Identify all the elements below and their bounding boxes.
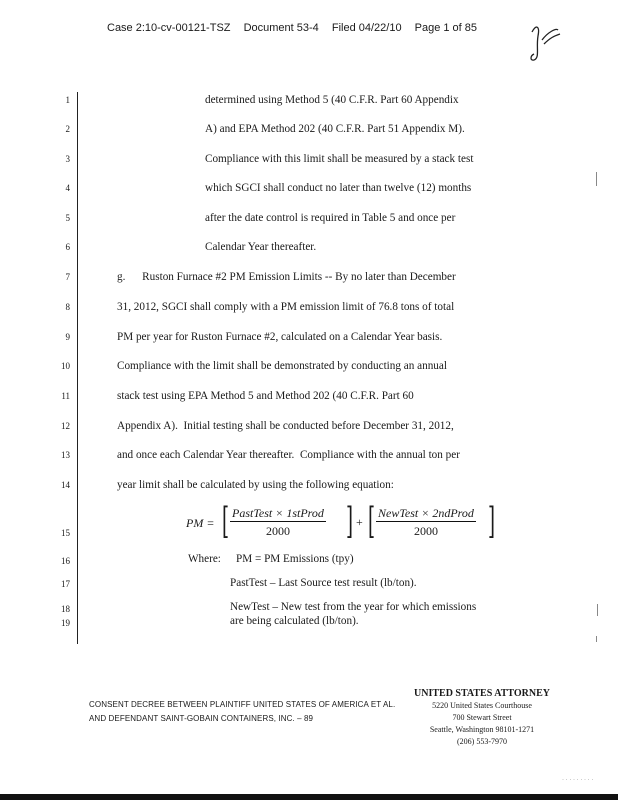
body-line: and once each Calendar Year thereafter. Compliance with the annual ton per	[117, 449, 460, 461]
line-number: 17	[61, 579, 70, 589]
line-number: 1	[65, 95, 70, 105]
body-line: 31, 2012, SGCI shall comply with a PM emission limit of 76.8 tons of total	[117, 301, 455, 313]
body-line: A) and EPA Method 202 (40 C.F.R. Part 51 Appendix M).	[205, 123, 465, 135]
footer-caption-line: CONSENT DECREE BETWEEN PLAINTIFF UNITED STATES OF AMERICA ET AL.	[89, 700, 396, 709]
where-label: Where:	[188, 553, 221, 565]
body-line: stack test using EPA Method 5 and Method 202 (40 C.F.R. Part 60	[117, 390, 414, 402]
line-number: 3	[65, 154, 70, 164]
handwritten-initials	[526, 18, 562, 64]
line-number: 7	[65, 272, 70, 282]
line-number: 2	[65, 124, 70, 134]
office-address-line: Seattle, Washington 98101-1271	[429, 725, 535, 734]
bracket-right: ]	[488, 501, 496, 542]
body-line: g. Ruston Furnace #2 PM Emission Limits -- By no later than December	[117, 271, 456, 283]
scan-edge-bar	[0, 794, 618, 800]
case-number: Case 2:10-cv-00121-TSZ	[107, 22, 231, 34]
scan-artifact: · · · · · · · · ·	[562, 777, 594, 783]
line-number: 19	[61, 618, 70, 628]
office-address-line: 700 Stewart Street	[452, 713, 512, 722]
fraction-new	[376, 506, 476, 539]
margin-rule	[77, 92, 78, 644]
bracket-right: ]	[346, 501, 354, 542]
fraction-past	[230, 506, 326, 539]
line-number: 11	[61, 391, 70, 401]
definition-pasttest: PastTest – Last Source test result (lb/ton).	[230, 577, 417, 589]
page-count: Page 1 of 85	[414, 22, 478, 34]
filed-date: Filed 04/22/10	[331, 22, 402, 34]
line-number: 8	[65, 302, 70, 312]
body-line: determined using Method 5 (40 C.F.R. Part 60 Appendix	[205, 94, 459, 106]
body-line: Compliance with the limit shall be demonstrated by conducting an annual	[117, 360, 447, 372]
document-number: Document 53-4	[243, 22, 319, 34]
definition-pm: PM = PM Emissions (tpy)	[236, 553, 354, 565]
body-line: after the date control is required in Table 5 and once per	[205, 212, 456, 224]
office-phone: (206) 553-7970	[457, 737, 507, 746]
scan-mark	[596, 172, 597, 186]
body-line: year limit shall be calculated by using the following equation:	[117, 479, 394, 491]
body-line: Appendix A). Initial testing shall be conducted before December 31, 2012,	[117, 420, 454, 432]
fraction-new-denominator: 2000	[413, 524, 438, 538]
bracket-left: [	[368, 501, 376, 542]
line-number: 14	[61, 480, 70, 490]
line-number: 16	[61, 556, 70, 566]
office-address-line: 5220 United States Courthouse	[432, 701, 532, 710]
scan-mark	[597, 604, 598, 616]
body-line: which SGCI shall conduct no later than twelve (12) months	[205, 182, 472, 194]
footer-caption-line: AND DEFENDANT SAINT-GOBAIN CONTAINERS, INC. – 89	[89, 714, 314, 723]
line-number: 9	[65, 332, 70, 342]
equation-lhs: PM =	[186, 516, 215, 530]
body-line: Calendar Year thereafter.	[205, 241, 317, 253]
line-number: 15	[61, 528, 70, 538]
attorney-office-block	[404, 688, 560, 748]
line-number: 18	[61, 604, 70, 614]
plus-sign: +	[356, 515, 363, 529]
line-number: 6	[65, 242, 70, 252]
line-number: 12	[61, 421, 70, 431]
footer-caption	[89, 698, 395, 726]
bracket-left: [	[222, 501, 230, 542]
line-number: 10	[61, 361, 70, 371]
fraction-past-denominator: 2000	[265, 524, 290, 538]
definition-newtest-cont: are being calculated (lb/ton).	[230, 615, 359, 627]
fraction-past-numerator: PastTest × 1stProd	[232, 506, 324, 520]
line-number: 4	[65, 183, 70, 193]
office-title: UNITED STATES ATTORNEY	[414, 688, 550, 699]
body-line: Compliance with this limit shall be measured by a stack test	[205, 153, 474, 165]
body-line: PM per year for Ruston Furnace #2, calculated on a Calendar Year basis.	[117, 331, 443, 343]
fraction-new-numerator: NewTest × 2ndProd	[378, 506, 474, 520]
scan-mark	[596, 636, 597, 642]
definition-newtest: NewTest – New test from the year for which emissions	[230, 601, 477, 613]
line-number: 5	[65, 213, 70, 223]
filing-header	[107, 22, 487, 34]
line-number: 13	[61, 450, 70, 460]
